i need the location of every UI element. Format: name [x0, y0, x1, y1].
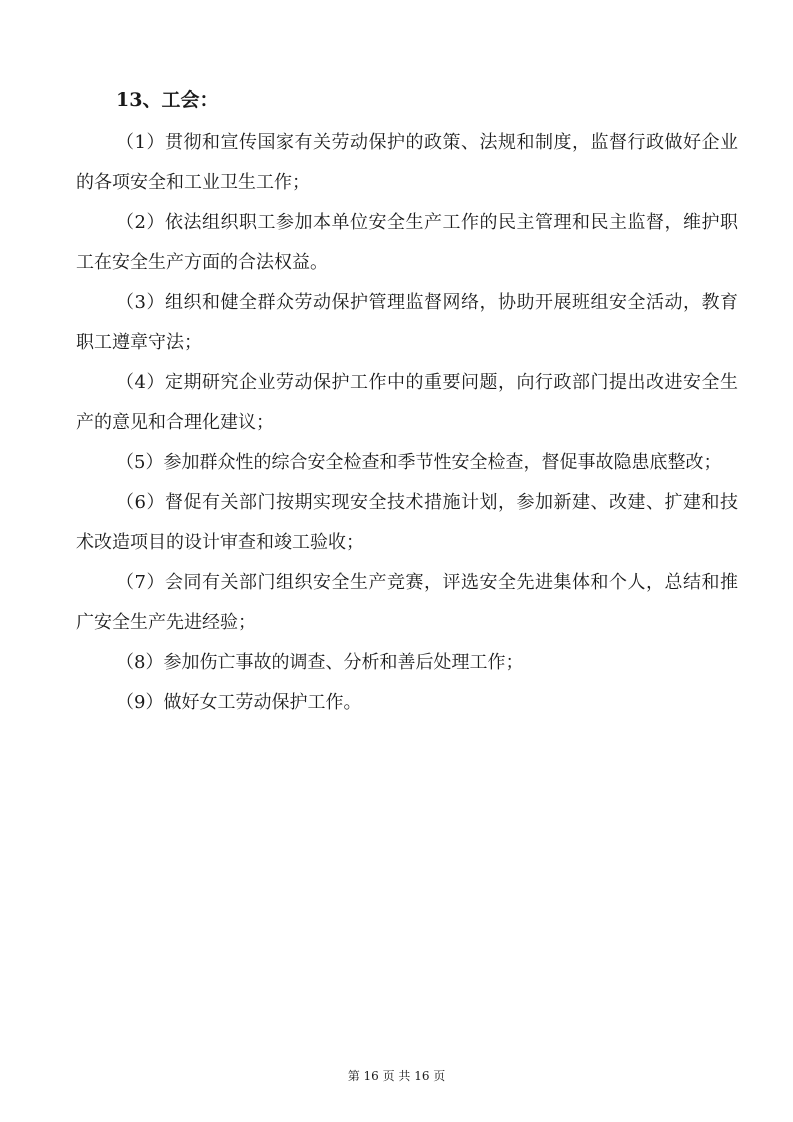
list-item: （6）督促有关部门按期实现安全技术措施计划，参加新建、改建、扩建和技术改造项目的设计审查和竣工验收；	[76, 492, 738, 553]
section-heading: 13、工会：	[116, 89, 219, 111]
page-number-footer: 第 16 页 共 16 页	[347, 1069, 446, 1083]
list-item: （8）参加伤亡事故的调查、分析和善后处理工作；	[116, 652, 524, 673]
list-item: （9）做好女工劳动保护工作。	[116, 692, 362, 713]
duty-list	[76, 123, 738, 723]
list-item: （2）依法组织职工参加本单位安全生产工作的民主管理和民主监督，维护职工在安全生产方面的合法权益。	[76, 212, 738, 273]
list-item: （5）参加群众性的综合安全检查和季节性安全检查，督促事故隐患底整改；	[116, 452, 722, 473]
list-item: （7）会同有关部门组织安全生产竞赛，评选安全先进集体和个人，总结和推广安全生产先进经验；	[76, 572, 738, 633]
list-item: （3）组织和健全群众劳动保护管理监督网络，协助开展班组安全活动，教育职工遵章守法；	[76, 292, 738, 353]
list-item: （4）定期研究企业劳动保护工作中的重要问题，向行政部门提出改进安全生产的意见和合理化建议；	[76, 372, 738, 433]
list-item: （1）贯彻和宣传国家有关劳动保护的政策、法规和制度，监督行政做好企业的各项安全和工业卫生工作；	[76, 132, 738, 193]
